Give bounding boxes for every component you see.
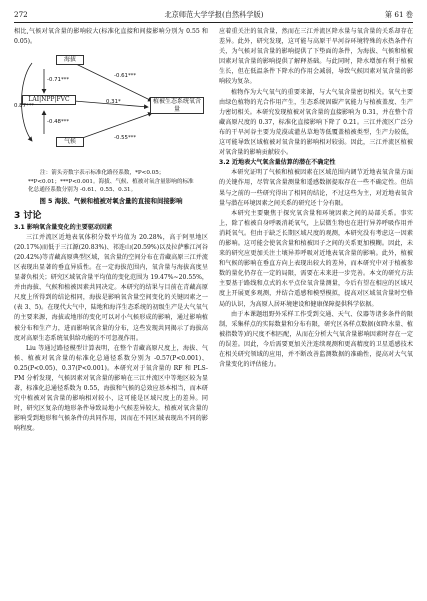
coef-altitude-climate: 0.87*** — [14, 103, 35, 110]
paragraph-3-2-a: 本研究证明了气候和植被因素在区域范围内调节近地表氧含量方面的关键作用，尽管氧含量测量和遥感数据提取存在一些不确定性。但结果与之前的一些研究得出了相同的结论，不过这些为主，对近地表氧含量与潜在环境因素之间关系的研究还十分有限。 — [219, 169, 413, 207]
paragraph-right-2: 植物作为大气氧气的重要来源，与大气氧含量密切相关。氧气主要由绿色植物的光合作用产生，生态系统固碳产氧能力与植被盖度、生产力密切相关。本研究发现植被对氧含量的直接影响为 0.31，并在整个青藏高原尺度的 0.37，标准化直接影响下降了 0.21。三江并流区广泛分布的干旱河谷主要为荒漠或灌丛草地等低覆盖植被类型，生产力较低，这可能导致区域植被对氧含量的影响相对较弱。因此，三江并流区植被对氧含量的影响贡献较小。 — [219, 88, 413, 157]
subsection-heading-3-2: 3.2 近地表大气氧含量估算的潜在不确定性 — [219, 159, 336, 167]
coef-climate-oxygen: -0.55*** — [114, 135, 137, 142]
page-number: 272 — [14, 10, 28, 19]
coef-altitude-oxygen: -0.61*** — [114, 73, 137, 80]
running-header — [14, 10, 413, 21]
right-column — [219, 27, 413, 370]
arrow-climate-oxygen — [74, 113, 152, 141]
node-climate: 气候 — [56, 137, 84, 147]
coef-climate-vegetation: -0.48*** — [47, 119, 70, 126]
paragraph-3-1-b: Liu 等通过路径模型计算表明，在整个青藏高原尺度上，海拔、气候、植被对氧含量的标准化总通径系数分别为 -0.57(P<0.001)、0.25(P<0.05)、0.37(P<0.001)。本研究对于氧含量的 RF 和 PLS-PM 分析发现，气候因素对氧含量的影响在三江并流区中等地区较为显著，标准化总通径系数为 0.55，海拔和气候的总效应基本相当，而本研究中植被对氧含量的影响相对较小，这可能是区域尺度上的差异。同时，研究区复杂的地形条件导致局地小气候差异较大，植被对氧含量的影响受到地形和气候条件的共同作用，因而在不同区域表现出不同的影响程度。 — [14, 344, 208, 433]
journal-title: 北京师范大学学报(自然科学版) — [164, 10, 264, 19]
volume-label: 第 61 卷 — [384, 10, 413, 19]
node-vegetation: LAI|NPP|FVC — [22, 95, 76, 105]
node-oxygen: 植被生态系统氧含量 — [150, 97, 204, 114]
coef-altitude-vegetation: -0.71*** — [47, 77, 70, 84]
figure-caption: 注：箭头旁数字表示标准化路径系数，*P<0.05；**P<0.01；***P<0.001。海拔、气候、植被对氧含量影响的标准化总通径系数分别为 -0.61、0.55、0.31。 — [28, 170, 194, 193]
left-column — [14, 27, 208, 435]
node-altitude: 海拔 — [56, 55, 84, 65]
subsection-heading-3-1: 3.1 影响氧含量变化的主要驱动因素 — [14, 223, 113, 231]
intro-paragraph: 相比,气候对氧含量的影响较大(标准化直接和间接影响分别为 0.55 和 0.05)。 — [14, 28, 208, 46]
paragraph-3-2-c: 由于本课题组野外采样工作受到交通、天气、仪器等诸多条件的限制，采集样点的实际数量和分布有限，研究区各样点数据(如降水量、植被指数等)的尺度不相匹配，从而在分析大气氧含量影响因素时存在一定的误差。因此，今后需要更加关注连续观测和更高精度的卫星遥感技术在相关研究领域的应用，并不断改善监测数据的准确性，提高对大气氧含量变化的评估能力。 — [219, 310, 413, 369]
coef-vegetation-oxygen: 0.31* — [106, 99, 121, 106]
paragraph-right-1: 应着重关注的氧含量，然而在三江并流区降水量与氧含量的关系却存在差异。此外，研究发现，这可能与高原干旱河谷环境特殊的水热条件有关，为气候对氧含量的影响提供了下垫面的条件，为海拔、气候和植被因素对氧含量的影响提供了解释基础。与此同时，降水增加有利于植被生长，但在低温条件下降水的作用会减弱，导致气候因素对氧含量的影响较为复杂。 — [219, 28, 413, 86]
figure-title: 图 5 海拔、气候和植被对氧含量的直接和间接影响 — [39, 197, 183, 206]
paragraph-3-2-b: 本研究主要聚焦于探究氧含量和环境因素之间的局部关系。事实上，除了植被自身呼吸消耗氧气，上层微生物也在进行异养呼吸作用并消耗氧气。但由于缺乏长期区域尺度的观测，本研究没有考虑这一因素的影响。这可能会使氧含量和植被因子之间的关系更加模糊。因此，未来的研究应更加关注土壤异养呼吸对近地表氧含量的影响。此外，植被和气候的影响在垂直方向上表现出较大的差异，而本研究中对于植被参数的量化仍存在一定的局限，需要在未来进一步完善。本文的研究方法主要基于路线和点式的水平点位氧含量测量，今后有望在相应的区域尺度上开展更多观测，并结合遥感和模型模拟，提高对区域氧含量时空格局的认识，为高原人居环境建设和健康保障提供科学依据。 — [219, 209, 413, 308]
section-heading: 3 讨论 — [14, 210, 42, 221]
path-diagram — [14, 51, 208, 169]
arrow-altitude-oxygen — [74, 63, 152, 101]
paragraph-3-1-a: 三江并流区近地表氧体积分数平均值为 20.28%，高于阿里地区(20.17%)而低于三江源(20.83%)、祁连山(20.59%)以及拉萨雅江河谷(20.42%)等青藏高原典型区域，氧含量的空间分布在青藏高原三江并流区表现出显著的垂直异质性。在一定海拔范围内，氧含量与海拔高度呈显著负相关；研究区域氧含量平均值的变化范围为 19.47%~20.55%，并由海拔、气候和植被因素共同决定。本研究的结果与目前在青藏高原尺度上所得到的结论相同，海拔是影响氧含量空间变化的关键因素之一(表 3、5)。在现代大气中，陆地和海洋生态系统的初级生产是大气氧气的主要来源，海拔或地形的变化可以对小气候形成的影响，通过影响植被分布和生产力，进而影响氧含量的分布，这些发现共同揭示了海拔高度对高原生态系统氧供给功能的不可忽视作用。 — [14, 233, 208, 342]
header-rule — [14, 22, 413, 23]
